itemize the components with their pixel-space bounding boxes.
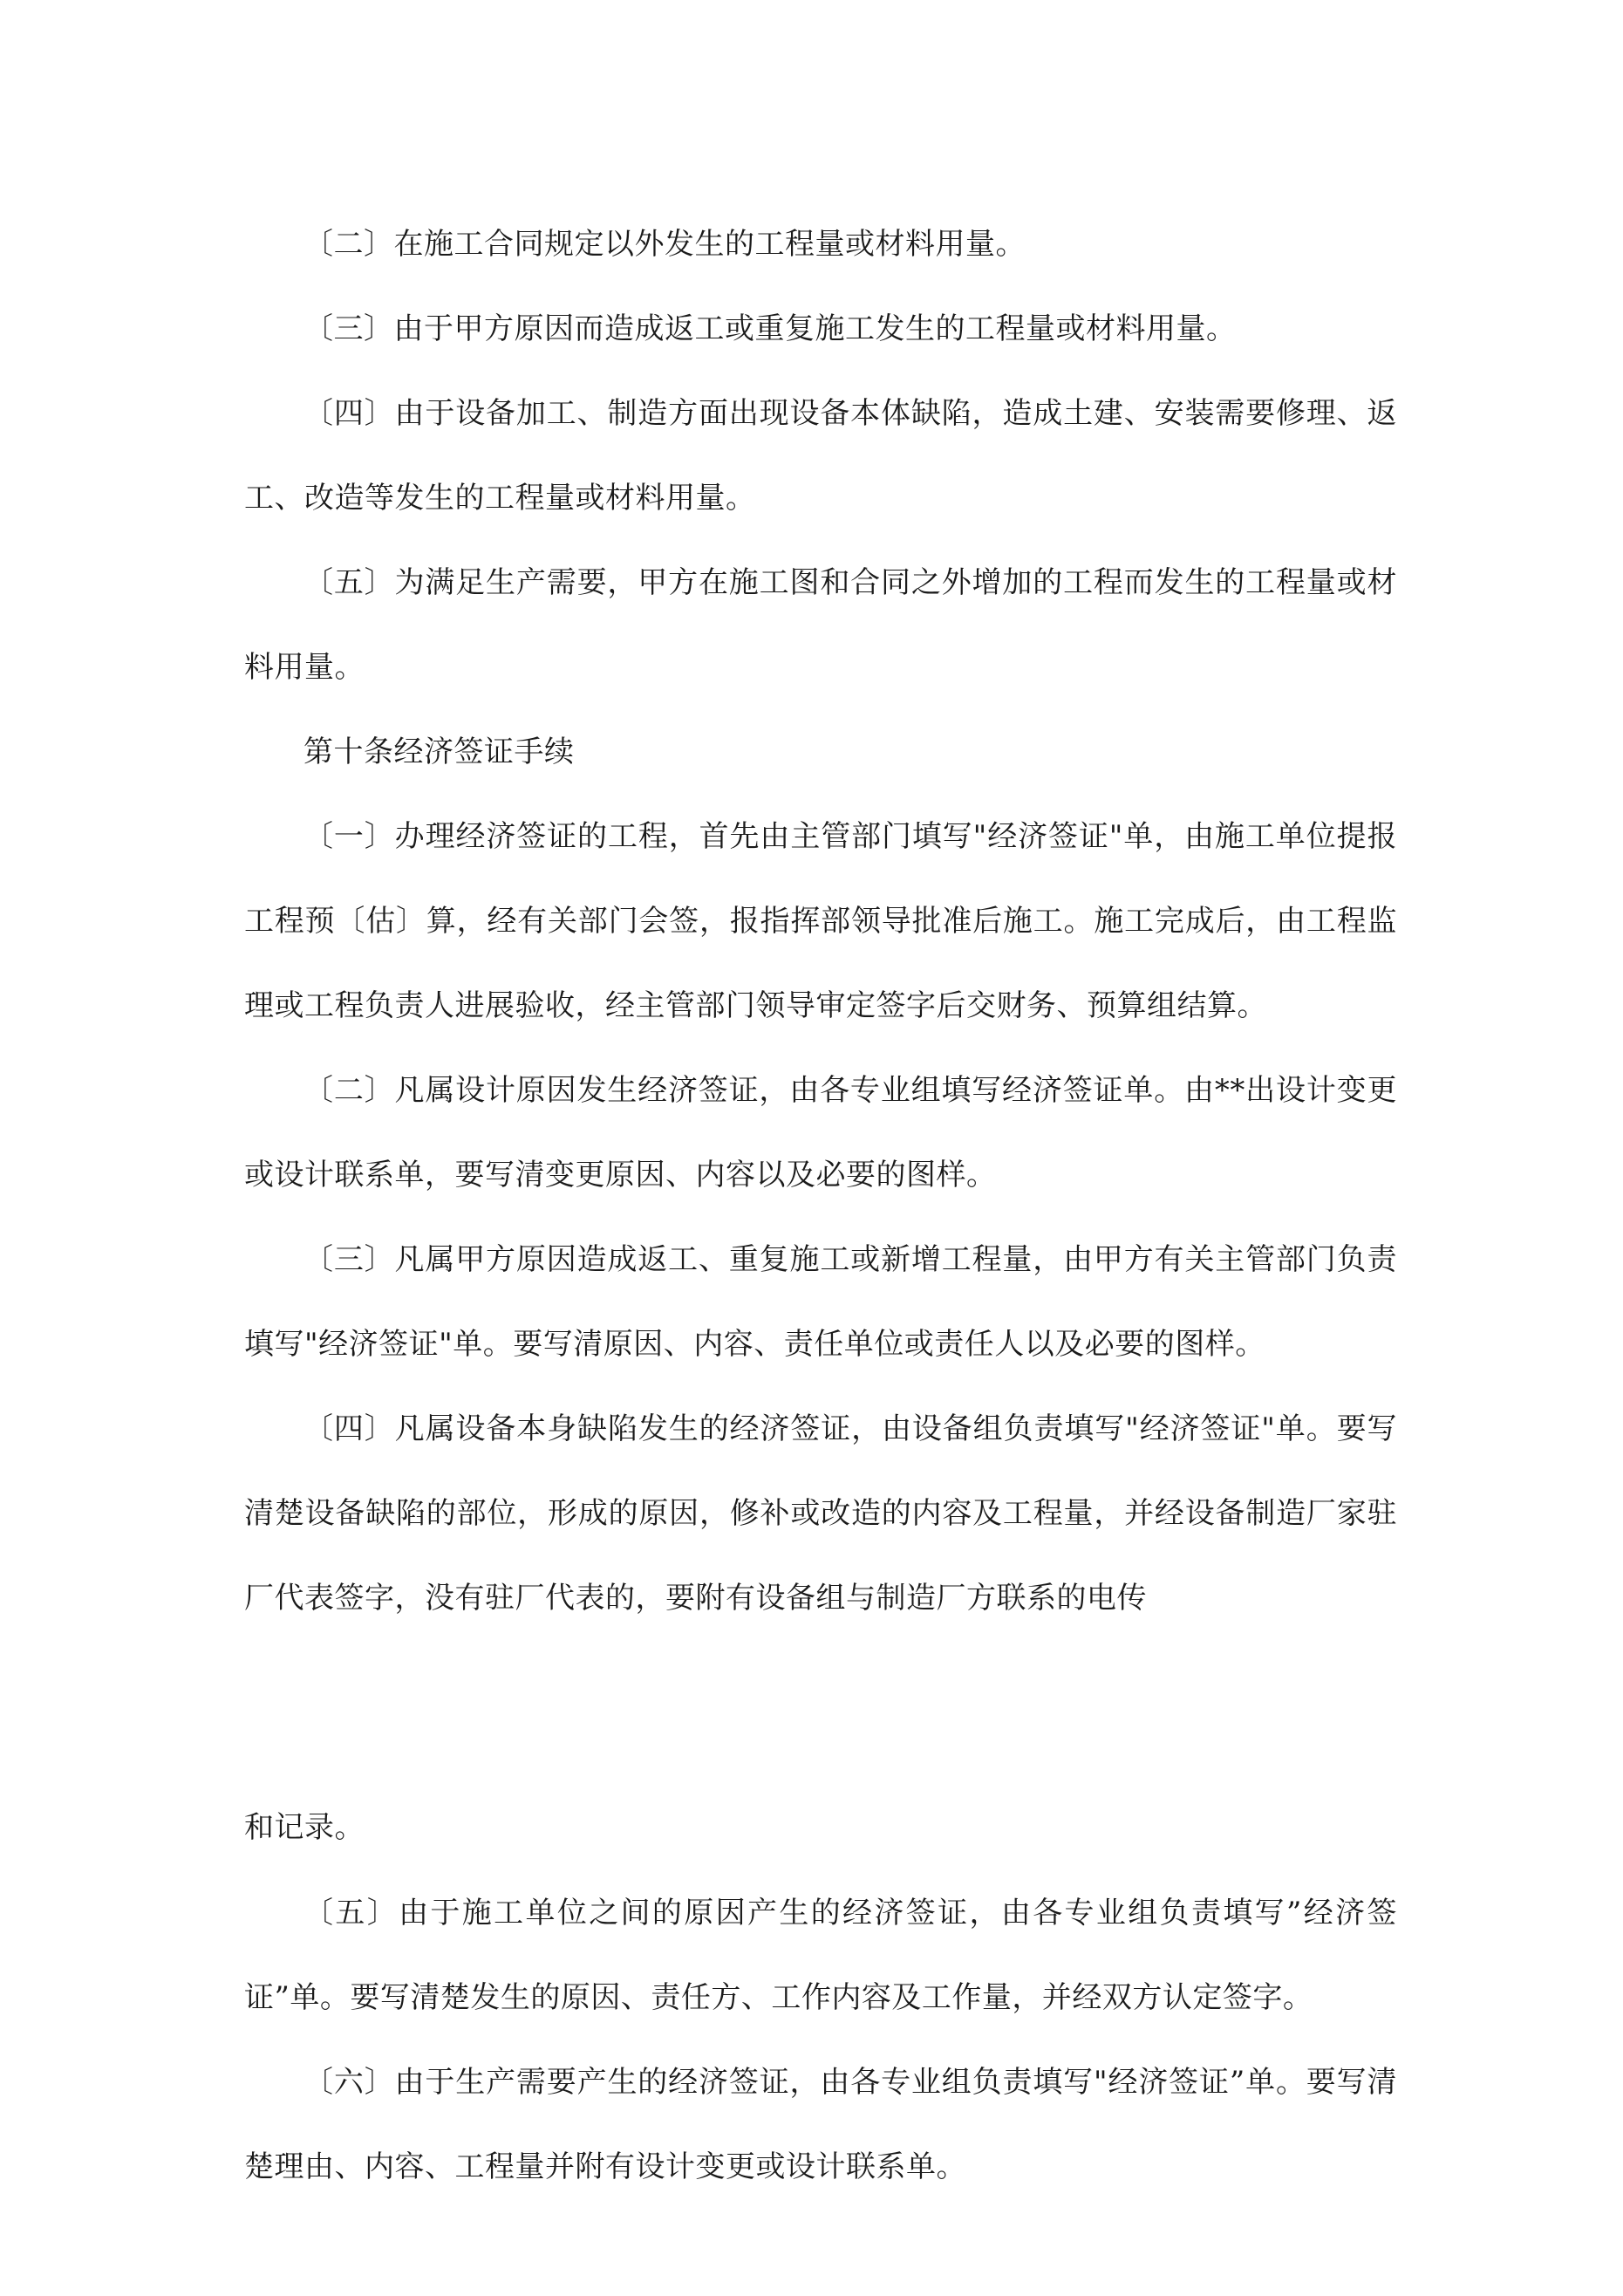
article-10-item-6: 〔六〕由于生产需要产生的经济签证，由各专业组负责填写"经济签证”单。要写清楚理由、内容、工程量并附有设计变更或设计联系单。 — [244, 2065, 1397, 2184]
article-10-item-4: 〔四〕凡属设备本身缺陷发生的经济签证，由设备组负责填写"经济签证"单。要写清楚设备缺陷的部位，形成的原因，修补或改造的内容及工程量，并经设备制造厂家驻厂代表签字，没有驻厂代表的，要附有设备组与制造厂方联系的电传 — [244, 1411, 1397, 1616]
article-10-heading: 第十条经济签证手续 — [303, 735, 575, 769]
article-10-item-2: 〔二〕凡属设计原因发生经济签证，由各专业组填写经济签证单。由**出设计变更或设计联系单，要写清变更原因、内容以及必要的图样。 — [244, 1073, 1397, 1192]
paragraph-5: 〔五〕为满足生产需要，甲方在施工图和合同之外增加的工程而发生的工程量或材料用量。 — [244, 565, 1397, 685]
paragraph-4: 〔四〕由于设备加工、制造方面出现设备本体缺陷，造成土建、安装需要修理、返工、改造等发生的工程量或材料用量。 — [244, 396, 1397, 516]
article-10-item-3: 〔三〕凡属甲方原因造成返工、重复施工或新增工程量，由甲方有关主管部门负责填写"经济签证"单。要写清原因、内容、责任单位或责任人以及必要的图样。 — [244, 1242, 1397, 1362]
article-10-item-1: 〔一〕办理经济签证的工程，首先由主管部门填写"经济签证"单，由施工单位提报工程预〔估〕算，经有关部门会签，报指挥部领导批准后施工。施工完成后，由工程监理或工程负责人进展验收，经主管部门领导审定签字后交财务、预算组结算。 — [244, 819, 1397, 1023]
paragraph-2: 〔二〕在施工合同规定以外发生的工程量或材料用量。 — [303, 227, 1026, 262]
article-10-item-4-continuation: 和记录。 — [244, 1810, 365, 1845]
paragraph-3: 〔三〕由于甲方原因而造成返工或重复施工发生的工程量或材料用量。 — [303, 311, 1237, 346]
article-10-item-5: 〔五〕由于施工单位之间的原因产生的经济签证，由各专业组负责填写”经济签证”单。要写清楚发生的原因、责任方、工作内容及工作量，并经双方认定签字。 — [244, 1896, 1397, 2015]
